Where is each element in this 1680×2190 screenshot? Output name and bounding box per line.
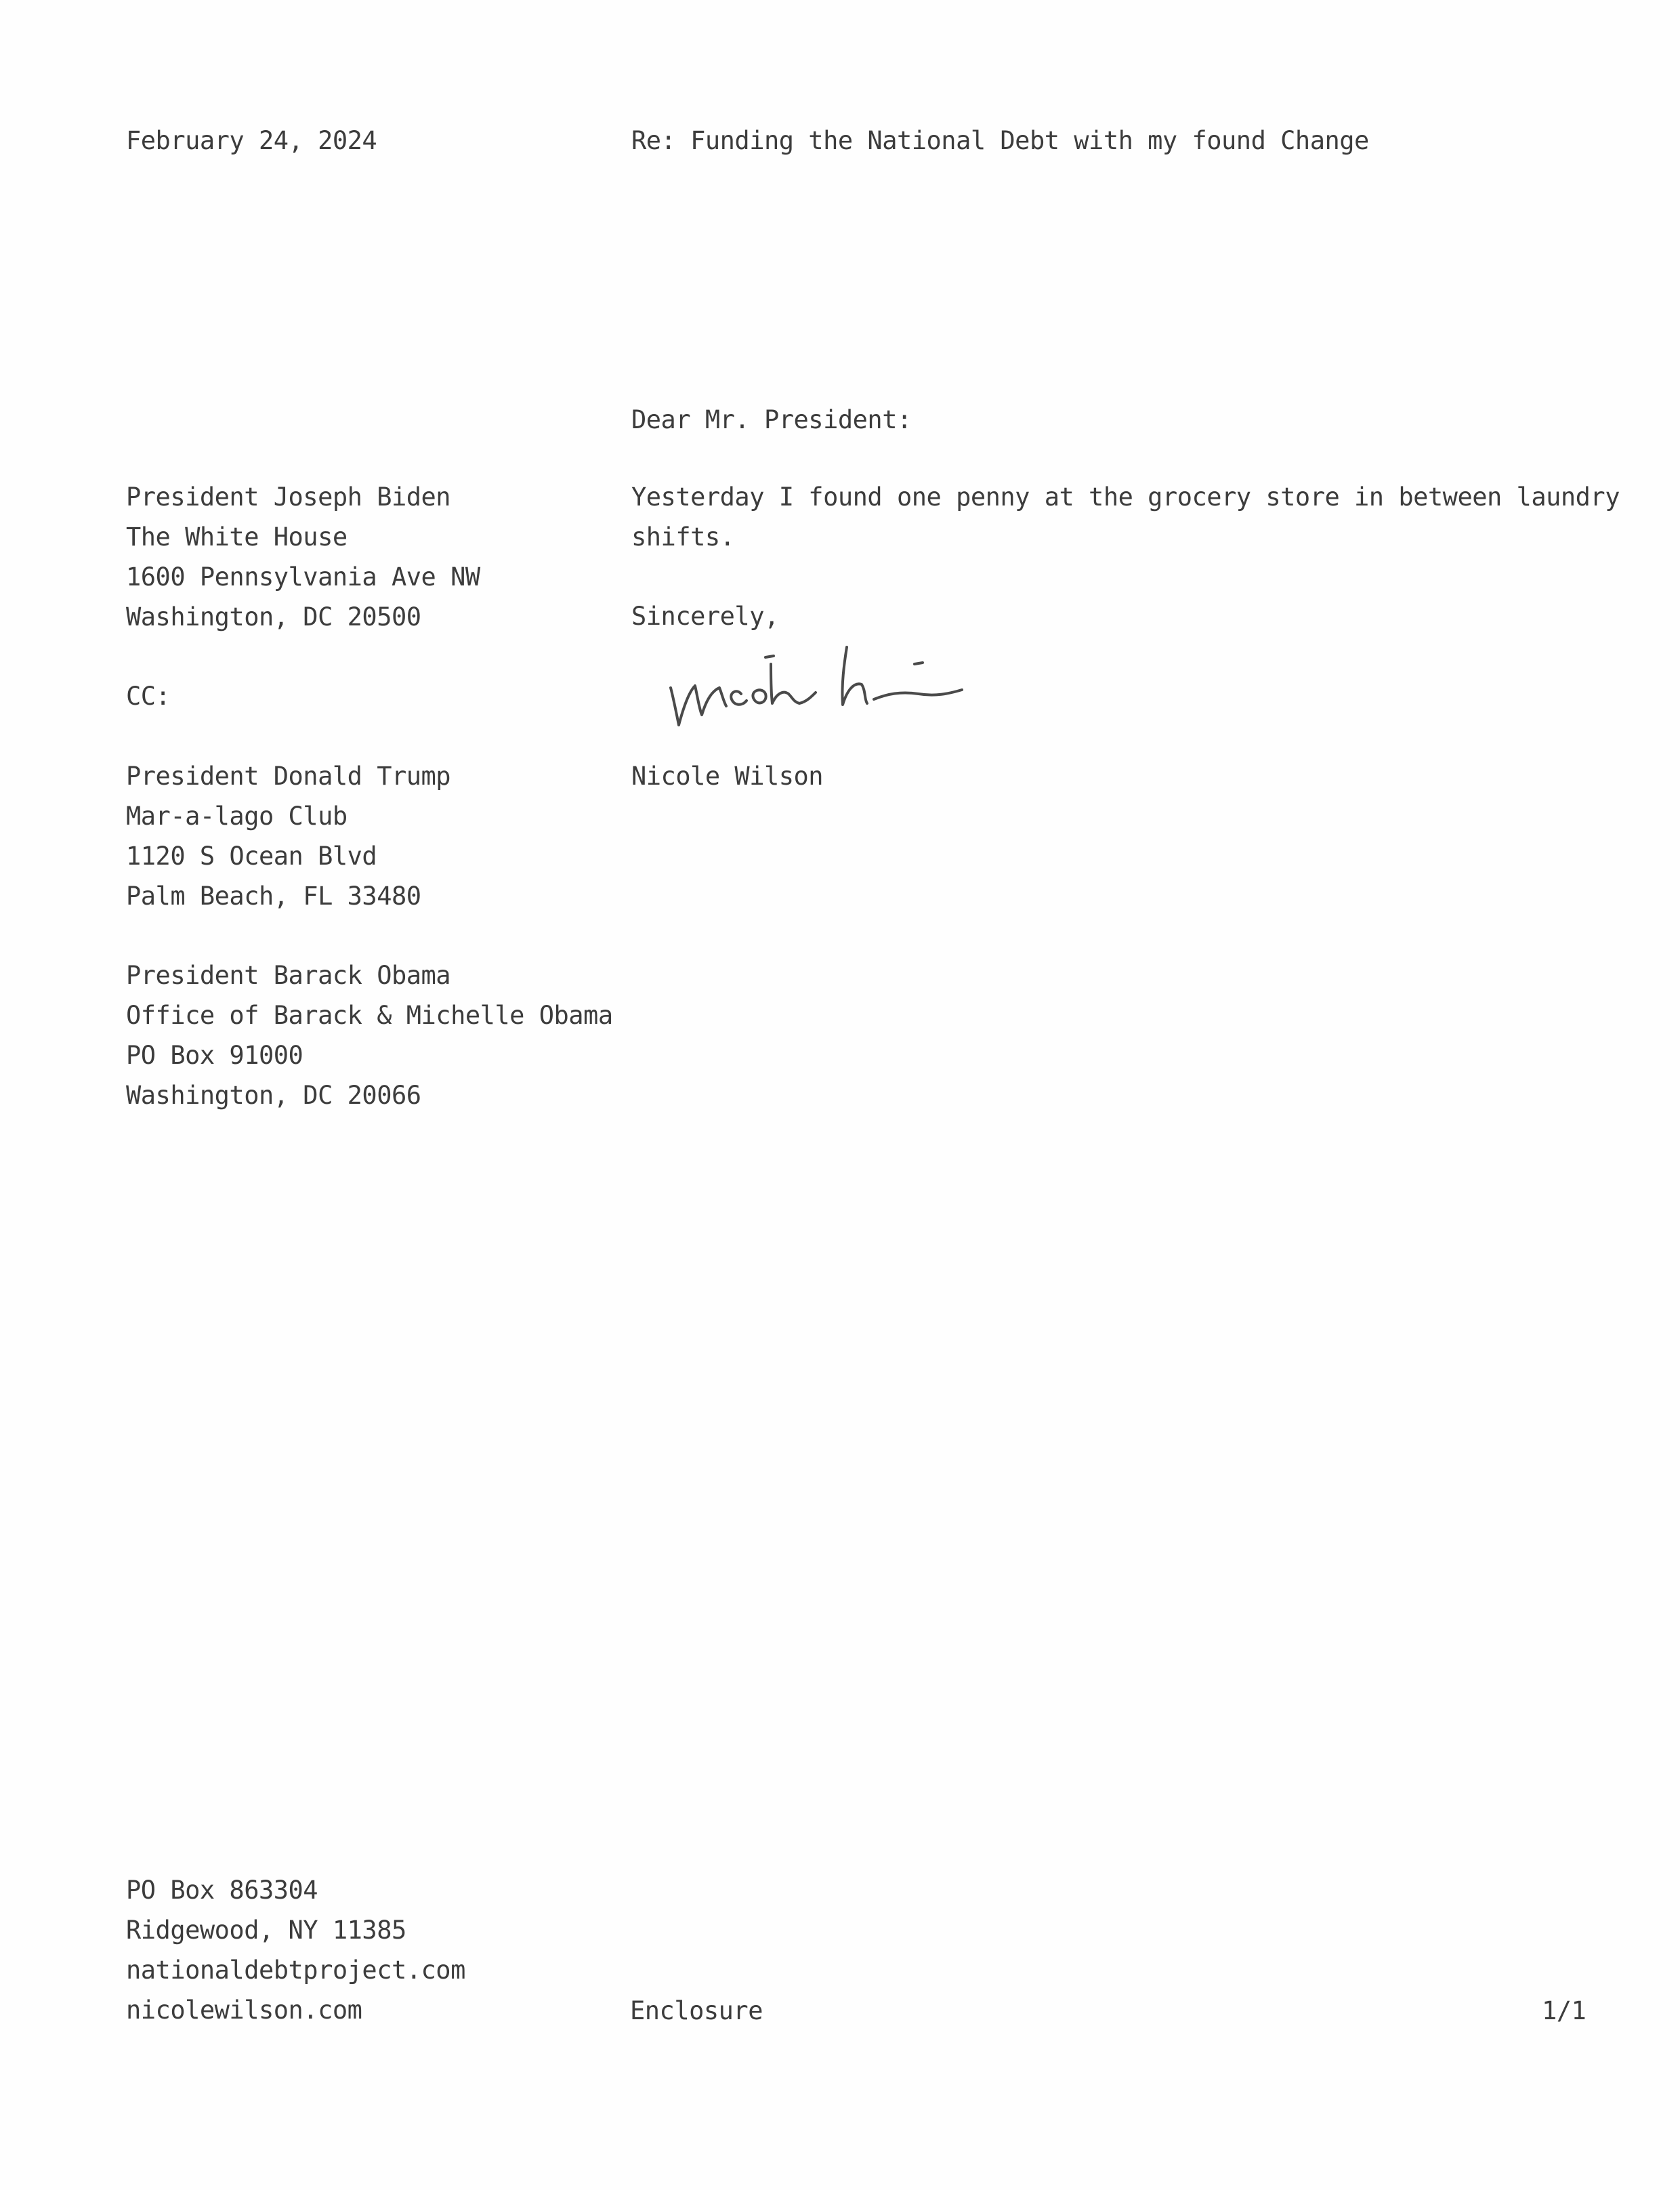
- recipient-line: The White House: [126, 522, 348, 552]
- cc-address-line: Washington, DC 20066: [126, 1081, 421, 1110]
- handwritten-signature: [664, 623, 1003, 745]
- cc-address-trump: [126, 756, 450, 916]
- letter-salutation: [631, 400, 912, 440]
- recipient-line: President Joseph Biden: [126, 482, 451, 512]
- date-text: February 24, 2024: [126, 126, 377, 155]
- recipient-line: 1600 Pennsylvania Ave NW: [126, 562, 480, 592]
- cc-address-line: President Donald Trump: [126, 762, 451, 791]
- footer-website-link: nationaldebtproject.com: [126, 1956, 465, 1985]
- subject-text: Re: Funding the National Debt with my found Change: [631, 126, 1369, 155]
- letter-body: [631, 477, 1620, 557]
- cc-address-line: 1120 S Ocean Blvd: [126, 842, 377, 871]
- cc-address-obama: [126, 955, 613, 1115]
- recipient-address: [126, 477, 480, 637]
- footer-line: PO Box 863304: [126, 1876, 318, 1905]
- footer-return-address: [126, 1870, 465, 2030]
- cc-address-line: Office of Barack & Michelle Obama: [126, 1001, 613, 1030]
- page-number: [1542, 1991, 1586, 2031]
- cc-label-text: CC:: [126, 682, 171, 711]
- enclosure-text: Enclosure: [630, 1996, 763, 2025]
- footer-line: Ridgewood, NY 11385: [126, 1916, 406, 1945]
- cc-address-line: Palm Beach, FL 33480: [126, 882, 421, 911]
- body-line: shifts.: [631, 522, 735, 552]
- page-number-text: 1/1: [1542, 1996, 1587, 2025]
- enclosure-note: [630, 1991, 763, 2031]
- sender-name-text: Nicole Wilson: [631, 762, 824, 791]
- footer-website-link: nicolewilson.com: [126, 1996, 362, 2025]
- sender-name: [631, 756, 823, 796]
- body-line: Yesterday I found one penny at the grocery store in between laundry: [631, 482, 1620, 512]
- cc-address-line: President Barack Obama: [126, 961, 451, 990]
- salutation-text: Dear Mr. President:: [631, 405, 912, 434]
- cc-label: [126, 676, 170, 716]
- letter-date: [126, 121, 377, 161]
- recipient-line: Washington, DC 20500: [126, 602, 421, 632]
- cc-address-line: Mar-a-lago Club: [126, 802, 348, 831]
- closing-text: Sincerely,: [631, 602, 779, 631]
- cc-address-line: PO Box 91000: [126, 1041, 303, 1070]
- letter-subject: [631, 121, 1369, 161]
